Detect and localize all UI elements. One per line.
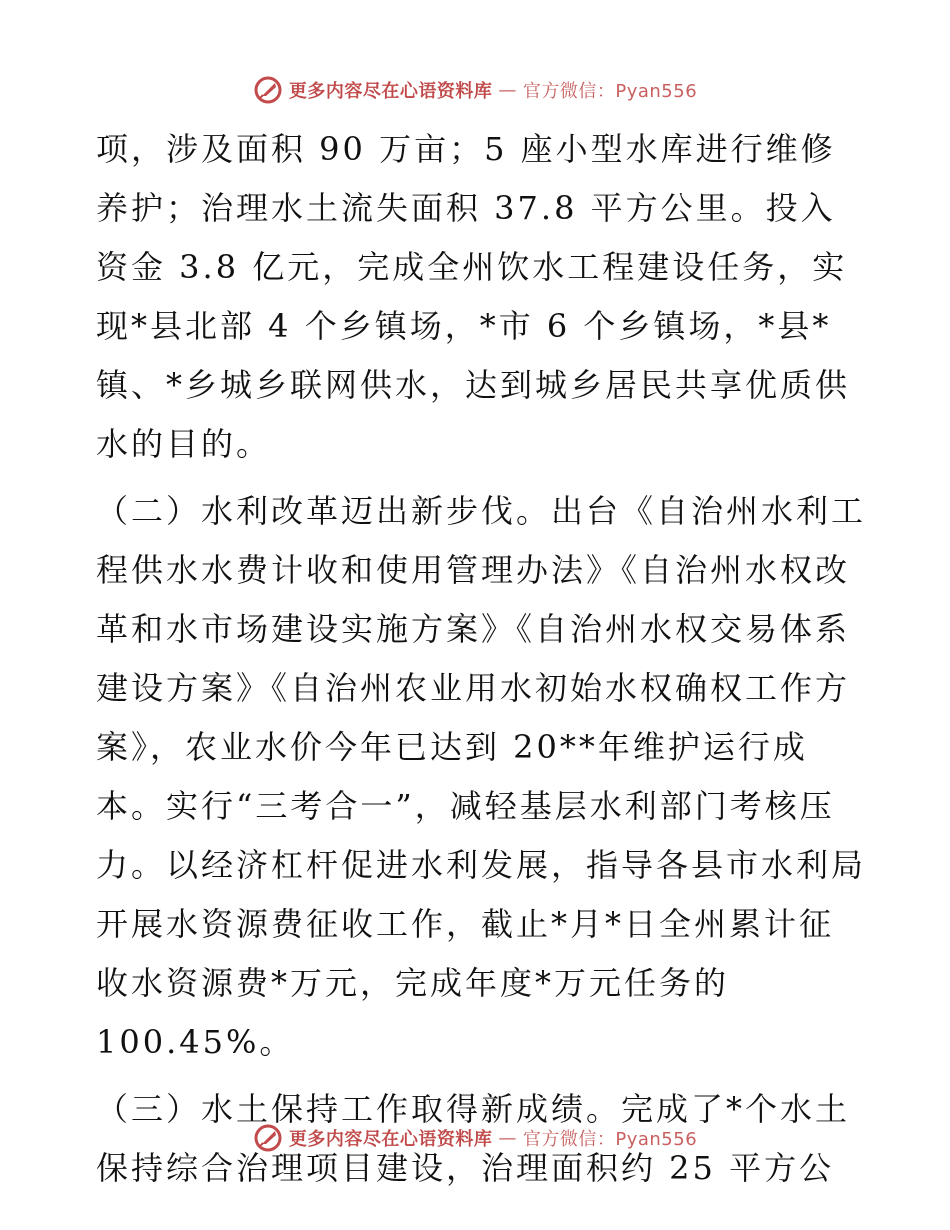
watermark-separator: — xyxy=(498,1127,517,1149)
footer-watermark xyxy=(0,1118,950,1158)
feather-pen-circle-icon xyxy=(253,75,283,105)
watermark-contact-text: 官方微信：Pyan556 xyxy=(522,1129,698,1150)
paragraph-1: 项，涉及面积 90 万亩；5 座小型水库进行维修养护；治理水土流失面积 37.8 平方公里。投入资金 3.8 亿元，完成全州饮水工程建设任务，实现*县北部 4 个乡镇场，*市 6 个乡镇场，*县*镇、*乡城乡联网供水，达到城乡居民共享优质供水的目的。 xyxy=(96,130,851,463)
watermark-main-text: 更多内容尽在心语资料库 xyxy=(288,1129,493,1150)
watermark-separator: — xyxy=(498,79,517,101)
paragraph-3: （三）水土保持工作取得新成绩。完成了*个水土保持综合治理项目建设，治理面积约 25 平方公 xyxy=(96,1090,851,1187)
document-body xyxy=(96,120,866,1198)
watermark-main-text: 更多内容尽在心语资料库 xyxy=(288,81,493,102)
feather-pen-circle-icon xyxy=(253,1123,283,1153)
paragraph-2: （二）水利改革迈出新步伐。出台《自治州水利工程供水水费计收和使用管理办法》《自治州水权改革和水市场建设实施方案》《自治州水权交易体系建设方案》《自治州农业用水初始水权确权工作方案》，农业水价今年已达到 20**年维护运行成本。实行“三考合一”，减轻基层水利部门考核压力。以经济杠杆促进水利发展，指导各县市水利局开展水资源费征收工作，截止*月*日全州累计征收水资源费*万元，完成年度*万元任务的 100.45%。 xyxy=(96,492,867,1061)
header-watermark xyxy=(0,70,950,110)
watermark-contact-text: 官方微信：Pyan556 xyxy=(522,81,698,102)
